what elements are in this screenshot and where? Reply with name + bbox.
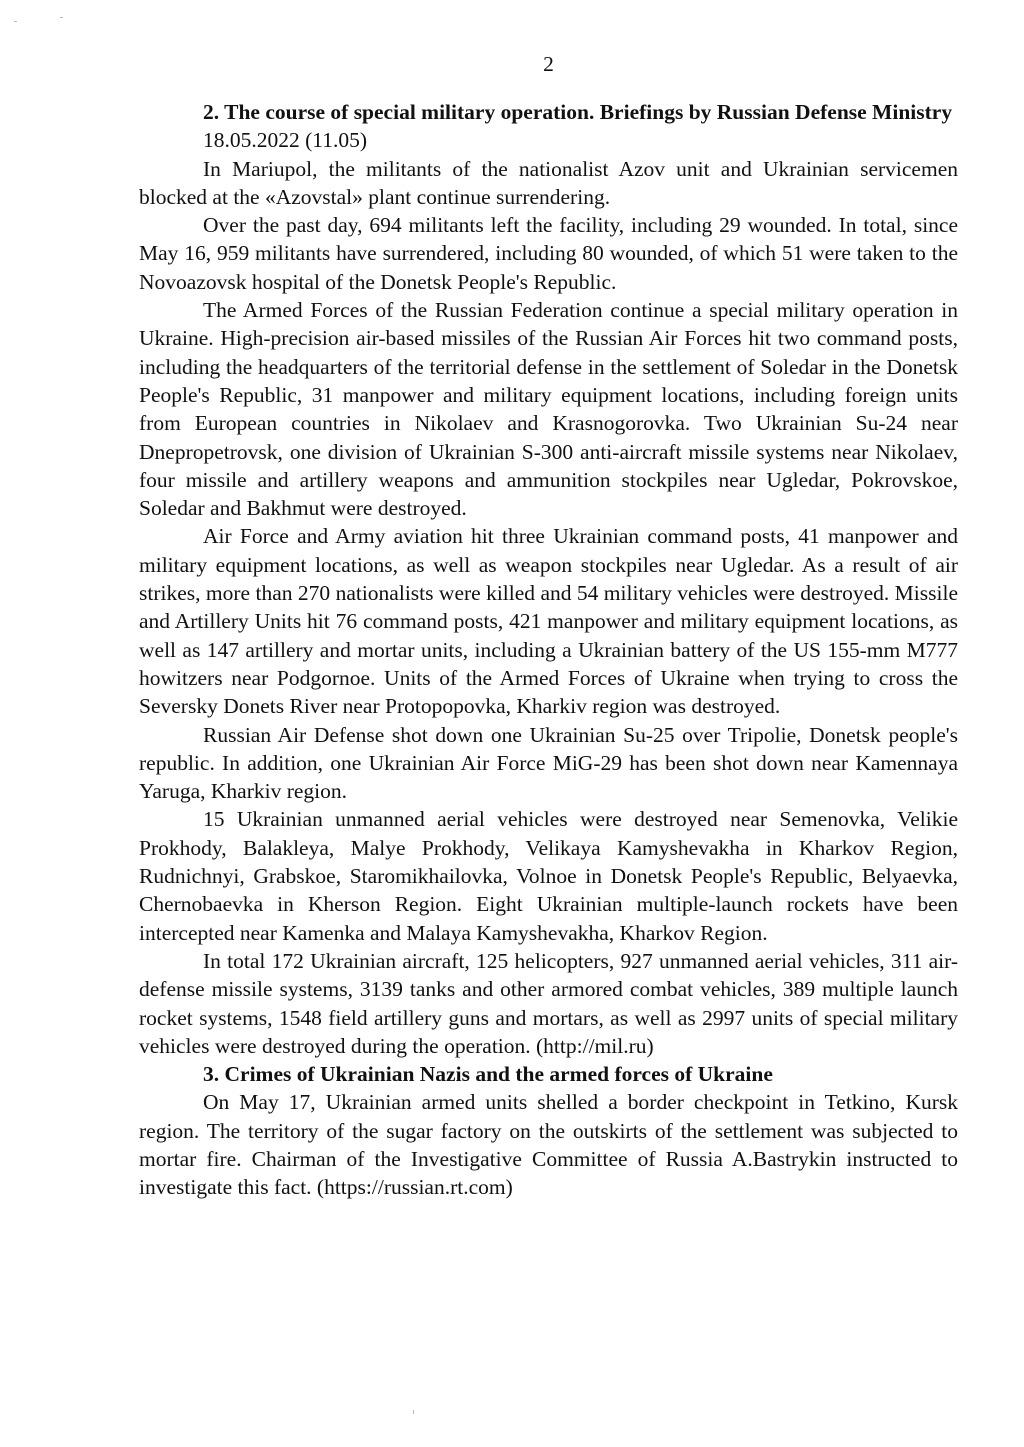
paragraph: The Armed Forces of the Russian Federation continue a special military operation in Ukraine. High-precision air-based missiles of the Russian Air Forces hit two command posts, including the headquarters of the territorial defense in the settlement of Soledar in the Donetsk People's Republic, 31 manpower and military equipment locations, including foreign units from European countries in Nikolaev and Krasnogorovka. Two Ukrainian Su-24 near Dnepropetrovsk, one division of Ukrainian S-300 anti-aircraft missile systems near Nikolaev, four missile and artillery weapons and ammunition stockpiles near Ugledar, Pokrovskoe, Soledar and Bakhmut were destroyed.	[139, 298, 958, 521]
scan-speck	[413, 1410, 414, 1414]
section-heading: 3. Crimes of Ukrainian Nazis and the armed forces of Ukraine	[203, 1062, 773, 1087]
paragraph: Russian Air Defense shot down one Ukrainian Su-25 over Tripolie, Donetsk people's republic. In addition, one Ukrainian Air Force MiG-29 has been shot down near Kamennaya Yaruga, Kharkiv region.	[139, 722, 958, 804]
paragraph: In total 172 Ukrainian aircraft, 125 helicopters, 927 unmanned aerial vehicles, 311 air-defense missile systems, 3139 tanks and other armored combat vehicles, 389 multiple launch rocket systems, 1548 field artillery guns and mortars, as well as 2997 units of special military vehicles were destroyed during the operation. (http://mil.ru)	[139, 948, 958, 1058]
section-heading: 2. The course of special military operation. Briefings by Russian Defense Ministry	[203, 100, 953, 124]
paragraph: In Mariupol, the militants of the nationalist Azov unit and Ukrainian servicemen blocked at the «Azovstal» plant continue surrendering.	[139, 156, 958, 209]
scan-speck	[14, 21, 17, 22]
document-page	[139, 50, 958, 1202]
briefing-date: 18.05.2022 (11.05)	[203, 128, 368, 153]
paragraph: Over the past day, 694 militants left the facility, including 29 wounded. In total, since May 16, 959 militants have surrendered, including 80 wounded, of which 51 were taken to the Novoazovsk hospital of the Donetsk People's Republic.	[139, 213, 958, 294]
paragraph: Air Force and Army aviation hit three Ukrainian command posts, 41 manpower and military equipment locations, as well as weapon stockpiles near Ugledar. As a result of air strikes, more than 270 nationalists were killed and 54 military vehicles were destroyed. Missile and Artillery Units hit 76 command posts, 421 manpower and military equipment locations, as well as 147 artillery and mortar units, including a Ukrainian battery of the US 155-mm M777 howitzers near Podgornoe. Units of the Armed Forces of Ukraine when trying to cross the Seversky Donets River near Protopopovka, Kharkiv region was destroyed.	[139, 524, 958, 719]
paragraph: On May 17, Ukrainian armed units shelled a border checkpoint in Tetkino, Kursk region. The territory of the sugar factory on the outskirts of the settlement was subjected to mortar fire. Chairman of the Investigative Committee of Russia A.Bastrykin instructed to investigate this fact. (https://russian.rt.com)	[139, 1090, 958, 1200]
paragraph: 15 Ukrainian unmanned aerial vehicles were destroyed near Semenovka, Velikie Prokhody, Balakleya, Malye Prokhody, Velikaya Kamyshevakha in Kharkov Region, Rudnichnyi, Grabskoe, Staromikhailovka, Volnoe in Donetsk People's Republic, Belyaevka, Chernobaevka in Kherson Region. Eight Ukrainian multiple-launch rockets have been intercepted near Kamenka and Malaya Kamyshevakha, Kharkov Region.	[139, 807, 958, 945]
page-number: 2	[543, 52, 554, 76]
scan-speck	[60, 17, 63, 18]
